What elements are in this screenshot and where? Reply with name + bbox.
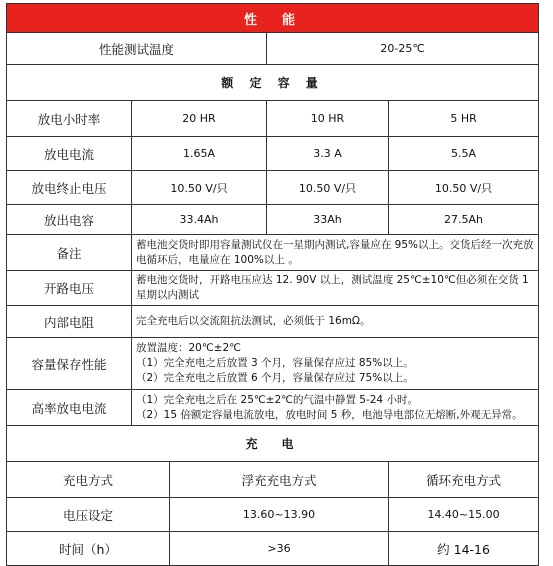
capacity-retention-line: （2）完全充电之后放置 6 个月，容量保存应过 75%以上。 — [136, 372, 414, 384]
voltage-setting-label: 电压设定 — [7, 498, 170, 532]
discharge-current-3: 5.5A — [389, 137, 539, 171]
perf-temp-value: 20-25℃ — [267, 33, 539, 65]
discharge-current-1: 1.65A — [132, 137, 267, 171]
high-rate-text — [132, 390, 539, 426]
capacity-retention-label: 容量保存性能 — [7, 338, 132, 390]
capacity-retention-text — [132, 338, 539, 390]
remarks-text: 蓄电池交货时即用容量测试仪在一星期内测试,容量应在 95%以上。交货后经一次充放电循环后，电量应在 100%以上 。 — [132, 235, 539, 271]
discharge-rate-5: 5 HR — [389, 101, 539, 137]
high-rate-line: （1）完全充电之后在 25℃±2℃的气温中静置 5-24 小时。 — [136, 393, 418, 406]
discharge-capacity-label: 放出电容 — [7, 205, 132, 235]
discharge-rate-20: 20 HR — [132, 101, 267, 137]
end-voltage-2: 10.50 V/只 — [267, 171, 389, 205]
open-voltage-text: 蓄电池交货时，开路电压应达 12. 90V 以上，测试温度 25℃±10℃但必须在交货 1 星期以内测试 — [132, 271, 539, 306]
capacity-retention-line: （1）完全充电之后放置 3 个月，容量保存应过 85%以上。 — [136, 357, 414, 369]
charge-mode-label: 充电方式 — [7, 462, 170, 498]
spec-table — [6, 3, 539, 566]
remarks-label: 备注 — [7, 235, 132, 271]
end-voltage-1: 10.50 V/只 — [132, 171, 267, 205]
discharge-current-label: 放电电流 — [7, 137, 132, 171]
voltage-setting-float: 13.60~13.90 — [170, 498, 389, 532]
time-label: 时间（h） — [7, 532, 170, 566]
discharge-capacity-2: 33Ah — [267, 205, 389, 235]
discharge-rate-10: 10 HR — [267, 101, 389, 137]
discharge-capacity-1: 33.4Ah — [132, 205, 267, 235]
discharge-capacity-3: 27.5Ah — [389, 205, 539, 235]
high-rate-label: 高率放电电流 — [7, 390, 132, 426]
discharge-rate-label: 放电小时率 — [7, 101, 132, 137]
charge-mode-float: 浮充充电方式 — [170, 462, 389, 498]
discharge-current-2: 3.3 A — [267, 137, 389, 171]
open-voltage-label: 开路电压 — [7, 271, 132, 306]
high-rate-line: （2）15 倍额定容量电流放电，放电时间 5 秒，电池导电部位无熔断,外观无异常。 — [136, 408, 523, 421]
end-voltage-label: 放电终止电压 — [7, 171, 132, 205]
end-voltage-3: 10.50 V/只 — [389, 171, 539, 205]
table-title: 性 能 — [7, 4, 539, 33]
charging-heading: 充 电 — [7, 426, 539, 462]
internal-resistance-text: 完全充电后以交流阻抗法测试，必须低于 16mΩ。 — [132, 306, 539, 338]
capacity-retention-line: 放置温度：20℃±2℃ — [136, 342, 241, 354]
internal-resistance-label: 内部电阻 — [7, 306, 132, 338]
time-cycle: 约 14-16 — [389, 532, 539, 566]
charge-mode-cycle: 循环充电方式 — [389, 462, 539, 498]
rated-capacity-heading: 额 定 容 量 — [7, 65, 539, 101]
time-float: >36 — [170, 532, 389, 566]
voltage-setting-cycle: 14.40~15.00 — [389, 498, 539, 532]
perf-temp-label: 性能测试温度 — [7, 33, 267, 65]
